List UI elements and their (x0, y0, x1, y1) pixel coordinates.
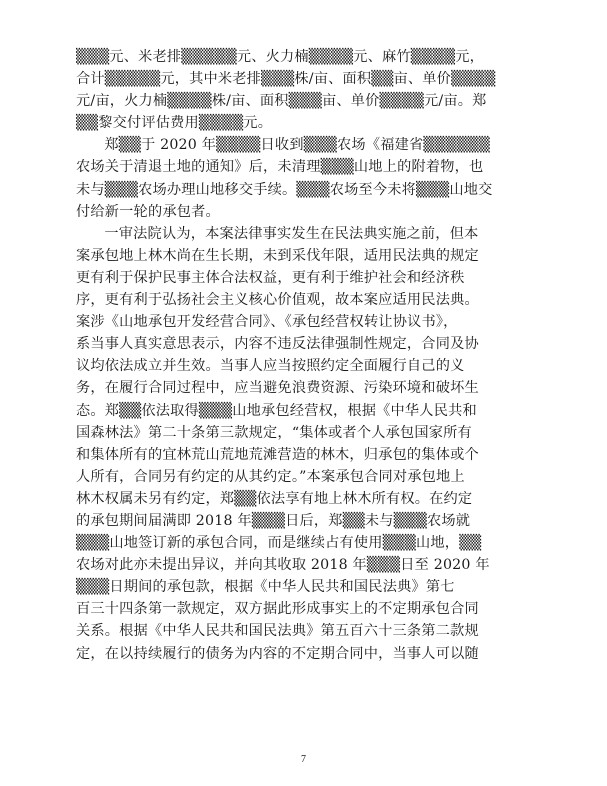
text-line: 郑▒▒于 2020 年▒▒▒▒日收到▒▒▒农场《福建省▒▒▒▒▒▒ (104, 137, 491, 154)
text-line: 付给新一轮的承包者。 (76, 203, 220, 220)
text-line: 务，在履行合同过程中，应当避免浪费资源、污染环境和破坏生 (76, 380, 479, 397)
paragraph-notice-received (76, 134, 542, 222)
text-line: 国森林法》第二十条第三款规定，“集体或者个人承包国家所有 (76, 424, 472, 441)
text-line: 系当事人真实意思表示，内容不违反法律强制性规定，合同及协 (76, 336, 479, 353)
text-line: 合计▒▒▒▒▒元，其中米老排▒▒▒株/亩、面积▒▒亩、单价▒▒▒▒ (76, 71, 496, 88)
text-line: 更有利于保护民事主体合法权益，更有利于维护社会和经济秩 (76, 269, 465, 286)
text-line: ▒▒▒山地签订新的承包合同，而是继续占有使用▒▒▒山地，▒▒ (76, 535, 482, 552)
text-line: 林木权属未另有约定，郑▒▒依法享有地上林木所有权。在约定 (76, 490, 473, 507)
text-line: ▒▒黎交付评估费用▒▒▒▒元。 (76, 115, 273, 132)
page-number: 7 (301, 754, 306, 765)
text-line: 人所有，合同另有约定的从其约定。”本案承包合同对承包地上 (76, 468, 465, 485)
text-line: 农场关于清退土地的通知》后，未清理▒▒▒山地上的附着物，也 (76, 159, 484, 176)
text-line: ▒▒▒元、米老排▒▒▒▒▒元、火力楠▒▒▒▒元、麻竹▒▒▒▒元， (76, 49, 484, 65)
body-text (76, 46, 542, 665)
text-line: 案承包地上林木尚在生长期，未到采伐年限，适用民法典的规定 (76, 247, 479, 264)
text-line: 关系。根据《中华人民共和国民法典》第五百六十三条第二款规 (76, 623, 479, 640)
text-line: 元/亩，火力楠▒▒▒▒株/亩、面积▒▒▒亩、单价▒▒▒▒元/亩。郑 (76, 93, 487, 110)
paragraph-valuation-fees (76, 46, 542, 134)
paragraph-court-opinion (76, 223, 542, 665)
text-line: 态。郑▒▒依法取得▒▒▒山地承包经营权，根据《中华人民共和 (76, 402, 477, 419)
text-line: 案涉《山地承包开发经营合同》、《承包经营权转让协议书》， (76, 314, 458, 331)
text-line: 的承包期间届满即 2018 年▒▒▒日后，郑▒▒未与▒▒▒农场就 (76, 512, 471, 529)
text-line: 和集体所有的宜林荒山荒地荒滩营造的林木，归承包的集体或个 (76, 446, 479, 463)
text-line: 农场对此亦未提出异议，并向其收取 2018 年▒▒▒日至 2020 年 (76, 557, 490, 574)
text-line: 未与▒▒▒农场办理山地移交手续。▒▒▒农场至今未将▒▒▒山地交 (76, 181, 493, 198)
text-line: 议均依法成立并生效。当事人应当按照约定全面履行自己的义 (76, 358, 465, 375)
text-line: 定，在以持续履行的债务为内容的不定期合同中，当事人可以随 (76, 645, 479, 662)
text-line: 百三十四条第一款规定，双方据此形成事实上的不定期承包合同 (76, 601, 479, 618)
text-line: 序，更有利于弘扬社会主义核心价值观，故本案应适用民法典。 (76, 292, 479, 309)
text-line: ▒▒▒日期间的承包款，根据《中华人民共和国民法典》第七 (76, 579, 455, 596)
text-line: 一审法院认为，本案法律事实发生在民法典实施之前，但本 (104, 225, 479, 242)
